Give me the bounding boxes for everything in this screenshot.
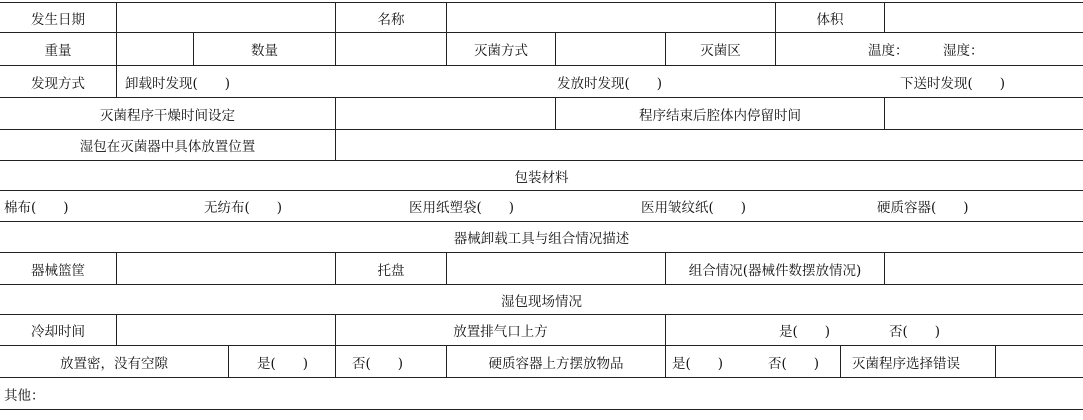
option-crepe-paper[interactable]: 医用皱纹纸( )	[641, 200, 747, 216]
field-drying-time[interactable]	[336, 98, 555, 129]
row-weight-quantity	[0, 33, 1083, 65]
field-wet-pack-position[interactable]	[336, 130, 1083, 160]
option-tight-yes[interactable]: 是( )	[257, 355, 309, 372]
label-combination: 组合情况(器械件数摆放情况)	[688, 262, 862, 279]
label-other: 其他：	[4, 387, 45, 404]
row-program-times	[0, 98, 1083, 129]
label-drying-time: 灭菌程序干燥时间设定	[100, 107, 235, 124]
rule	[995, 345, 996, 378]
rule	[665, 345, 666, 378]
field-occurrence-date[interactable]	[117, 3, 335, 32]
label-volume: 体积	[816, 11, 844, 28]
label-quantity: 数量	[251, 43, 278, 59]
field-combination[interactable]	[885, 253, 1083, 284]
row-wet-pack-scene-header	[0, 285, 1083, 314]
label-wet-pack-position: 湿包在灭菌器中具体放置位置	[79, 139, 256, 155]
label-discovery-method: 发现方式	[31, 75, 85, 92]
rule	[116, 65, 117, 98]
rule	[335, 32, 336, 66]
option-nonwoven[interactable]: 无纺布( )	[204, 200, 283, 216]
rule	[335, 97, 336, 130]
field-quantity[interactable]	[336, 33, 446, 65]
option-exhaust-no[interactable]: 否( )	[889, 324, 941, 340]
label-tight-no-gap: 放置密，没有空隙	[60, 355, 168, 372]
rule	[335, 129, 336, 161]
row-cooling-exhaust	[0, 315, 1083, 345]
option-found-delivering[interactable]: 下送时发现( )	[900, 75, 1006, 92]
rule	[555, 97, 556, 130]
option-rigid-container[interactable]: 硬质容器( )	[877, 200, 969, 216]
label-humidity: 湿度：	[943, 43, 984, 59]
field-cooling-time[interactable]	[117, 315, 335, 345]
label-instrument-basket: 器械篮筐	[31, 262, 85, 279]
rule	[228, 345, 229, 378]
field-instrument-basket[interactable]	[117, 253, 335, 284]
rule	[116, 314, 117, 346]
label-occurrence-date: 发生日期	[31, 11, 85, 28]
rule	[0, 160, 1083, 161]
rule	[0, 377, 1083, 378]
option-found-dispensing[interactable]: 发放时发现( )	[557, 75, 663, 92]
rule	[884, 97, 885, 130]
option-paper-plastic-bag[interactable]: 医用纸塑袋( )	[409, 200, 515, 216]
rule	[193, 32, 194, 66]
option-exhaust-yes[interactable]: 是( )	[779, 324, 831, 340]
field-other[interactable]	[50, 378, 1080, 409]
rule	[0, 129, 1083, 130]
label-dwell-time: 程序结束后腔体内停留时间	[639, 107, 801, 124]
label-name: 名称	[377, 11, 405, 28]
rule	[116, 252, 117, 285]
field-volume[interactable]	[885, 3, 1083, 32]
field-dwell-time[interactable]	[885, 98, 1083, 129]
option-rigid-yes[interactable]: 是( )	[672, 355, 724, 372]
rule	[555, 32, 556, 66]
label-above-exhaust: 放置排气口上方	[453, 324, 548, 340]
section-title-wet-pack-scene: 湿包现场情况	[501, 293, 582, 310]
label-rigid-items-on-top: 硬质容器上方摆放物品	[488, 355, 624, 372]
label-sterilization-zone: 灭菌区	[700, 43, 741, 59]
row-discovery-method	[0, 66, 1083, 97]
rule	[335, 314, 336, 346]
rule	[665, 252, 666, 285]
rule	[0, 345, 1083, 346]
option-found-unloading[interactable]: 卸载时发现( )	[125, 75, 231, 92]
rule	[775, 32, 776, 66]
rule	[0, 32, 1083, 33]
rule	[0, 409, 1083, 410]
row-loading-tools-header	[0, 222, 1083, 252]
rule	[446, 2, 447, 33]
rule	[335, 2, 336, 33]
rule	[0, 221, 1083, 222]
label-weight: 重量	[44, 43, 72, 59]
rule	[446, 252, 447, 285]
rule	[335, 345, 336, 378]
option-cotton[interactable]: 棉布( )	[4, 200, 69, 216]
row-placement-issues	[0, 346, 1083, 377]
section-title-packaging-materials: 包装材料	[514, 169, 569, 186]
row-loading-tools	[0, 253, 1083, 284]
rule	[0, 252, 1083, 253]
rule	[446, 32, 447, 66]
row-packaging-options	[0, 191, 1083, 221]
field-tray[interactable]	[447, 253, 665, 284]
row-basic-info	[0, 3, 1083, 32]
row-packaging-header	[0, 161, 1083, 190]
field-name[interactable]	[447, 3, 775, 32]
option-rigid-no[interactable]: 否( )	[768, 355, 820, 372]
section-title-loading-tools: 器械卸载工具与组合情况描述	[453, 231, 630, 247]
rule	[775, 2, 776, 33]
rule	[665, 32, 666, 66]
row-wet-pack-position	[0, 130, 1083, 160]
label-tray: 托盘	[377, 262, 405, 279]
field-sterilization-method[interactable]	[556, 33, 665, 65]
rule	[0, 97, 1083, 98]
field-wrong-program[interactable]	[996, 346, 1083, 377]
label-temperature: 温度：	[868, 43, 909, 59]
rule	[335, 252, 336, 285]
rule	[884, 2, 885, 33]
rule	[0, 314, 1083, 315]
option-tight-no[interactable]: 否( )	[352, 355, 404, 372]
row-other	[0, 378, 1083, 409]
rule	[0, 190, 1083, 191]
rule	[116, 32, 117, 66]
label-wrong-program: 灭菌程序选择错误	[852, 355, 960, 372]
rule	[0, 284, 1083, 285]
rule	[665, 314, 666, 346]
rule	[446, 345, 447, 378]
field-weight[interactable]	[117, 33, 193, 65]
rule	[0, 2, 1083, 3]
rule	[884, 252, 885, 285]
rule	[840, 345, 841, 378]
rule	[116, 2, 117, 33]
label-cooling-time: 冷却时间	[31, 324, 85, 340]
label-sterilization-method: 灭菌方式	[474, 43, 528, 59]
rule	[0, 65, 1083, 66]
